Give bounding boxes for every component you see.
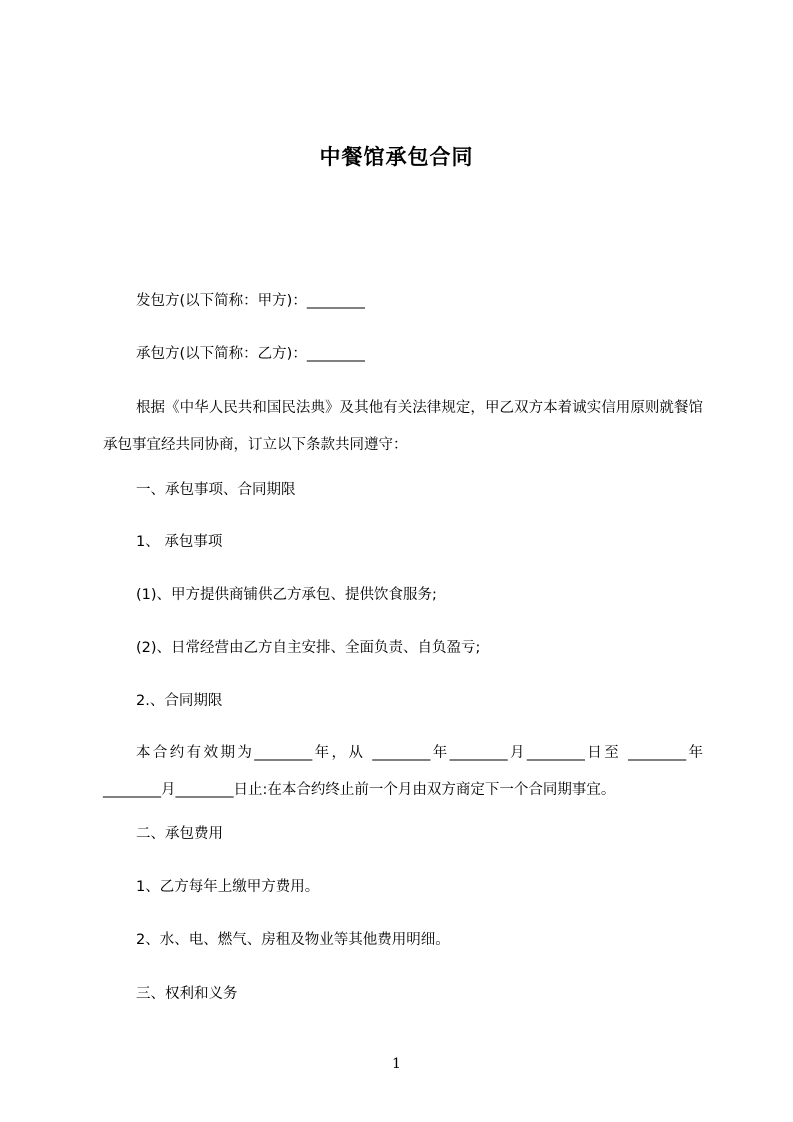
party-a-line: 发包方(以下简称：甲方)：________ [136,293,365,309]
section-3-heading: 三、权利和义务 [136,986,238,1002]
preamble-paragraph: 根据《中华人民共和国民法典》及其他有关法律规定，甲乙双方本着诚实信用原则就餐馆承包事宜经共同协商，订立以下条款共同遵守： [103,400,703,453]
fee-item-2: 2、水、电、燃气、房租及物业等其他费用明细。 [136,932,450,948]
fee-item-1: 1、乙方每年上缴甲方费用。 [136,879,320,895]
page-number: 1 [392,1056,401,1072]
party-b-line: 承包方(以下简称：乙方)：________ [136,346,365,362]
item-2-heading: 2.、合同期限 [136,693,223,709]
item-1-heading: 1、 承包事项 [136,534,223,550]
section-2-heading: 二、承包费用 [136,826,223,842]
document-title: 中餐馆承包合同 [319,145,474,169]
item-1-1: (1)、甲方提供商铺供乙方承包、提供饮食服务; [136,587,437,603]
term-paragraph: 本合约有效期为________年，从 ________年________月________日至 ________年________月________日止:在本合约终止前一个月由双方商定下一个合同期事宜。 [103,745,703,798]
item-1-2: (2)、日常经营由乙方自主安排、全面负责、自负盈亏; [136,640,481,656]
section-1-heading: 一、承包事项、合同期限 [136,482,296,498]
